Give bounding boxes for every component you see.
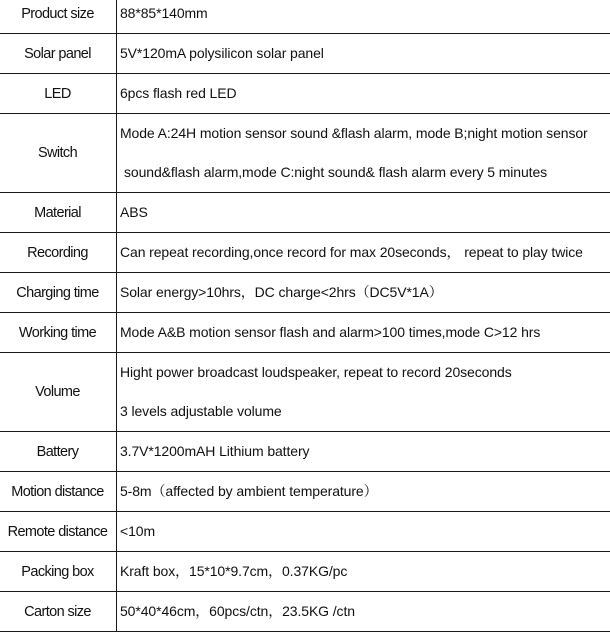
label-packing-box: Packing box bbox=[0, 552, 117, 592]
value-line: Solar energy>10hrs，DC charge<2hrs（DC5V*1A） bbox=[120, 273, 610, 312]
value-working-time bbox=[117, 313, 610, 353]
label-working-time: Working time bbox=[0, 313, 117, 353]
value-led bbox=[117, 74, 610, 114]
value-motion-distance bbox=[117, 472, 610, 512]
row-remote-distance bbox=[0, 512, 610, 552]
row-switch bbox=[0, 114, 610, 193]
row-motion-distance bbox=[0, 472, 610, 512]
row-charging-time bbox=[0, 273, 610, 313]
row-volume bbox=[0, 353, 610, 432]
label-material: Material bbox=[0, 193, 117, 233]
value-solar-panel bbox=[117, 34, 610, 74]
label-recording: Recording bbox=[0, 233, 117, 273]
row-battery bbox=[0, 432, 610, 472]
label-solar-panel: Solar panel bbox=[0, 34, 117, 74]
label-charging-time: Charging time bbox=[0, 273, 117, 313]
label-motion-distance: Motion distance bbox=[0, 472, 117, 512]
value-line: Mode A:24H motion sensor sound &flash alarm, mode B;night motion sensor bbox=[120, 114, 610, 153]
value-line: sound&flash alarm,mode C:night sound& flash alarm every 5 minutes bbox=[120, 153, 610, 192]
value-line: 5-8m（affected by ambient temperature） bbox=[120, 472, 610, 511]
value-line: 88*85*140mm bbox=[120, 0, 610, 33]
value-charging-time bbox=[117, 273, 610, 313]
value-line: ABS bbox=[120, 193, 610, 232]
row-led bbox=[0, 74, 610, 114]
row-solar-panel bbox=[0, 34, 610, 74]
value-remote-distance bbox=[117, 512, 610, 552]
value-packing-box bbox=[117, 552, 610, 592]
row-carton-size bbox=[0, 592, 610, 632]
value-line: Mode A&B motion sensor flash and alarm>100 times,mode C>12 hrs bbox=[120, 313, 610, 352]
row-working-time bbox=[0, 313, 610, 353]
value-switch bbox=[117, 114, 610, 193]
value-line: Kraft box，15*10*9.7cm，0.37KG/pc bbox=[120, 552, 610, 591]
value-line: 3 levels adjustable volume bbox=[120, 392, 610, 431]
label-product-size: Product size bbox=[0, 0, 117, 34]
value-line: 3.7V*1200mAH Lithium battery bbox=[120, 432, 610, 471]
value-product-size bbox=[117, 0, 610, 34]
value-line: Hight power broadcast loudspeaker, repeat to record 20seconds bbox=[120, 353, 610, 392]
value-line: <10m bbox=[120, 512, 610, 551]
label-remote-distance: Remote distance bbox=[0, 512, 117, 552]
value-line: Can repeat recording,once record for max 20seconds， repeat to play twice bbox=[120, 233, 610, 272]
label-switch: Switch bbox=[0, 114, 117, 193]
value-line: 50*40*46cm，60pcs/ctn，23.5KG /ctn bbox=[120, 592, 610, 631]
label-battery: Battery bbox=[0, 432, 117, 472]
value-material bbox=[117, 193, 610, 233]
row-product-size bbox=[0, 0, 610, 34]
value-volume bbox=[117, 353, 610, 432]
row-material bbox=[0, 193, 610, 233]
value-battery bbox=[117, 432, 610, 472]
row-packing-box bbox=[0, 552, 610, 592]
value-recording bbox=[117, 233, 610, 273]
label-led: LED bbox=[0, 74, 117, 114]
label-volume: Volume bbox=[0, 353, 117, 432]
value-line: 6pcs flash red LED bbox=[120, 74, 610, 113]
value-line: 5V*120mA polysilicon solar panel bbox=[120, 34, 610, 73]
value-carton-size bbox=[117, 592, 610, 632]
label-carton-size: Carton size bbox=[0, 592, 117, 632]
row-recording bbox=[0, 233, 610, 273]
